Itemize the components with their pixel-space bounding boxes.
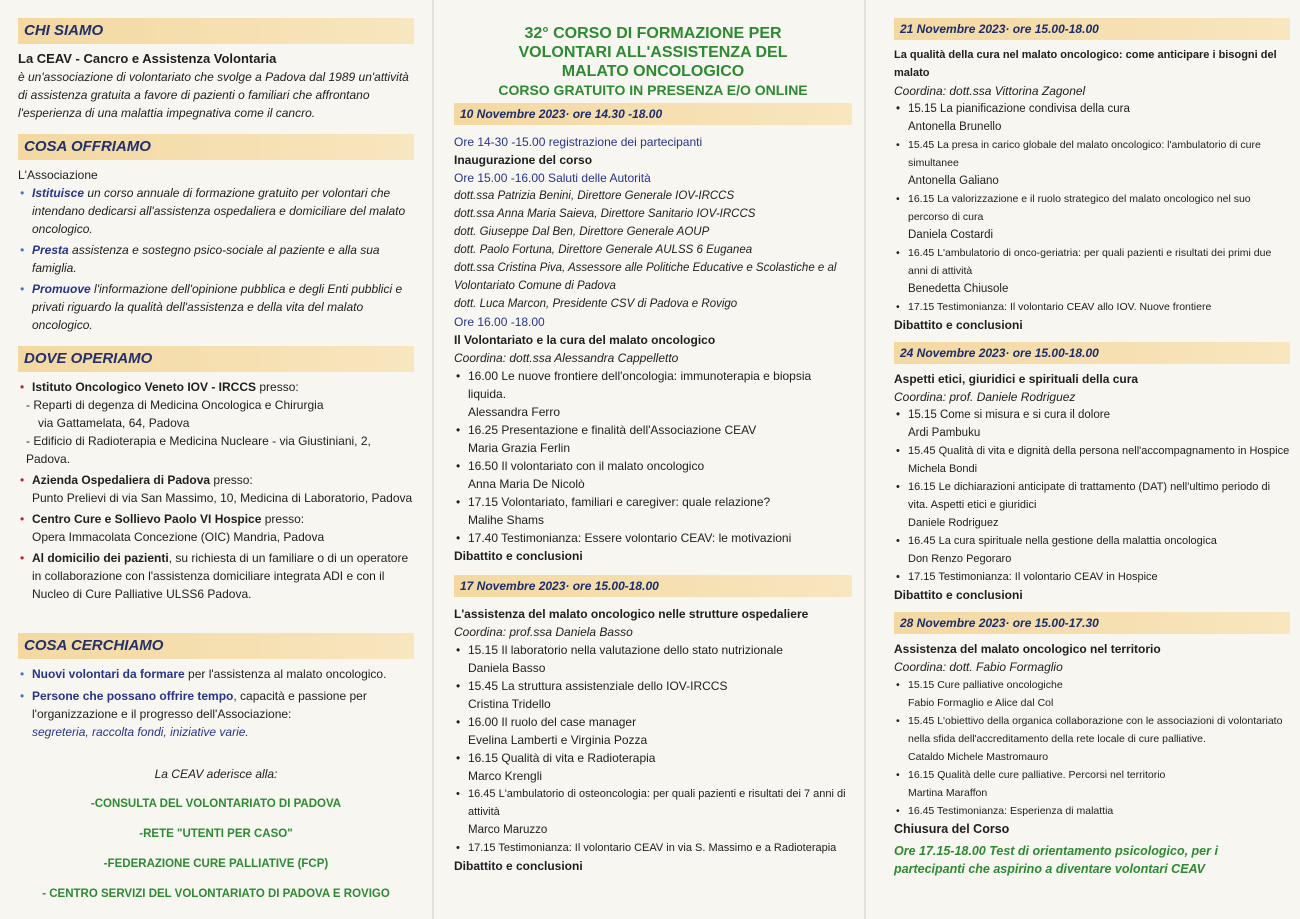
list-item: [18, 184, 414, 238]
adesione-item: -FEDERAZIONE CURE PALLIATIVE (FCP): [103, 858, 329, 870]
offer-lead: Presta: [32, 243, 69, 257]
location-name: Azienda Ospedaliera di Padova: [32, 473, 211, 487]
locations-list: [18, 378, 414, 603]
course-title: [454, 24, 852, 81]
list-item: [18, 378, 414, 468]
talk-item: [894, 442, 1290, 478]
adesioni-list: [18, 795, 414, 903]
offer-list: [18, 184, 414, 334]
talk-title: • 17.40 Testimonianza: Essere volontario CEAV: le motivazioni: [468, 531, 792, 545]
course-closing: Chiusura del Corso: [894, 822, 1010, 836]
session-coordinator: Coordina: dott.ssa Alessandra Cappelletto: [454, 351, 679, 365]
authority: dott.ssa Patrizia Benini, Direttore Generale IOV-IRCCS: [454, 190, 735, 202]
talk-title: • 16.50 Il volontariato con il malato oncologico: [468, 459, 705, 473]
talk-speaker: Martina Maraffon: [908, 787, 988, 799]
talks-list: [894, 406, 1290, 586]
talk-speaker: Daniele Rodriguez: [908, 517, 999, 529]
talk-title: • 16.15 Qualità di vita e Radioterapia: [468, 751, 656, 765]
ceav-title: La CEAV - Cancro e Assistenza Volontaria: [18, 51, 277, 66]
talk-title: • 16.00 Il ruolo del case manager: [468, 715, 637, 729]
talk-speaker: Ardi Pambuku: [908, 427, 981, 439]
talk-title: • 16.45 L'ambulatorio di osteoncologia: per quali pazienti e risultati dei 7 anni di attività: [468, 788, 846, 818]
list-item: [18, 280, 414, 334]
talk-title: • 17.15 Volontariato, familiari e caregiver: quale relazione?: [468, 495, 771, 509]
dove-operiamo-heading: DOVE OPERIAMO: [18, 346, 414, 372]
location-text: presso:: [261, 512, 305, 526]
talk-item: [454, 457, 852, 493]
talk-title: • 16.45 Testimonianza: Esperienza di malattia: [908, 805, 1114, 817]
talk-item: [894, 712, 1290, 766]
debate-label: Dibattito e conclusioni: [454, 859, 583, 873]
talk-speaker: Maria Grazia Ferlin: [468, 441, 571, 455]
chi-siamo-heading: CHI SIAMO: [18, 18, 414, 44]
list-item: [18, 241, 414, 277]
talks-list: [454, 367, 852, 547]
talk-speaker: Fabio Formaglio e Alice dal Col: [908, 697, 1054, 709]
location-text: presso:: [210, 473, 253, 487]
talks-list: [894, 100, 1290, 316]
authority: dott. Giuseppe Dal Ben, Direttore Generale AOUP: [454, 226, 710, 238]
debate-label: Dibattito e conclusioni: [894, 318, 1023, 332]
talk-speaker: Michela Bondi: [908, 463, 978, 475]
date-band: 17 Novembre 2023· ore 15.00-18.00: [454, 575, 852, 597]
session-title: La qualità della cura nel malato oncologico: come anticipare i bisogni del malato: [894, 49, 1277, 79]
offer-intro: L'Associazione: [18, 168, 98, 182]
authorities-list: [454, 187, 852, 313]
talk-title: • 16.15 Qualità delle cure palliative. Percorsi nel territorio: [908, 769, 1166, 781]
location-detail: - Reparti di degenza di Medicina Oncologica e Chirurgia: [26, 398, 324, 412]
panel-right: [872, 0, 1300, 919]
talk-speaker: Antonella Galiano: [908, 175, 999, 187]
cosa-cerchiamo-heading: COSA CERCHIAMO: [18, 633, 414, 659]
talk-item: [454, 493, 852, 529]
talk-speaker: Cristina Tridello: [468, 697, 551, 711]
talk-item: [454, 677, 852, 713]
search-lead: Persone che possano offrire tempo: [32, 689, 234, 703]
talk-speaker: Benedetta Chiusole: [908, 283, 1009, 295]
date-band: 10 Novembre 2023· ore 14.30 -18.00: [454, 103, 852, 125]
inauguration-title: Inaugurazione del corso: [454, 153, 593, 167]
talk-title: • 17.15 Testimonianza: Il volontario CEAV in Hospice: [908, 571, 1158, 583]
talk-item: [454, 641, 852, 677]
course-title-line: VOLONTARI ALL'ASSISTENZA DEL: [518, 44, 788, 61]
debate-label: Dibattito e conclusioni: [454, 549, 583, 563]
talk-title: • 15.45 La struttura assistenziale dello IOV-IRCCS: [468, 679, 728, 693]
list-item: [18, 549, 414, 603]
talk-title: • 15.45 L'obiettivo della organica collaborazione con le associazioni di volontariato nella sfida dell'accreditamento della rete locale di cure palliative.: [908, 715, 1283, 745]
search-text: per l'assistenza al malato oncologico.: [184, 667, 387, 681]
location-name: Al domicilio dei pazienti: [32, 551, 169, 565]
talk-speaker: Daniela Basso: [468, 661, 546, 675]
talks-list: [894, 676, 1290, 820]
talk-title: • 15.15 Cure palliative oncologiche: [908, 679, 1063, 691]
registration-time: Ore 14-30 -15.00 registrazione dei partecipanti: [454, 135, 703, 149]
talk-title: • 16.15 La valorizzazione e il ruolo strategico del malato oncologico nel suo percorso di cura: [908, 193, 1251, 223]
location-text: presso:: [256, 380, 299, 394]
location-detail: Punto Prelievi di via San Massimo, 10, Medicina di Laboratorio, Padova: [32, 491, 413, 505]
panel-left: [0, 0, 428, 919]
location-detail: Opera Immacolata Concezione (OIC) Mandria, Padova: [32, 530, 325, 544]
offer-lead: Istituisce: [32, 186, 85, 200]
talk-title: • 16.45 La cura spirituale nella gestione della malattia oncologica: [908, 535, 1217, 547]
date-band: 24 Novembre 2023· ore 15.00-18.00: [894, 342, 1290, 364]
debate-label: Dibattito e conclusioni: [894, 588, 1023, 602]
talk-speaker: Marco Maruzzo: [468, 824, 548, 836]
session-title: Assistenza del malato oncologico nel territorio: [894, 642, 1161, 656]
session-title: Il Volontariato e la cura del malato oncologico: [454, 333, 716, 347]
adesione-item: -CONSULTA DEL VOLONTARIATO DI PADOVA: [90, 798, 342, 810]
talk-item: [894, 244, 1290, 298]
talk-item: [894, 766, 1290, 802]
talk-speaker: Alessandra Ferro: [468, 405, 561, 419]
final-test-note: Ore 17.15-18.00 Test di orientamento psicologico, per i partecipanti che aspirino a diventare volontari CEAV: [894, 844, 1218, 876]
search-text: , capacità e passione per l'organizzazione e il progresso dell'Associazione:: [32, 689, 367, 721]
talk-title: • 15.15 La pianificazione condivisa della cura: [908, 103, 1130, 115]
talk-title: • 15.45 La presa in carico globale del malato oncologico: l'ambulatorio di cure simultanee: [908, 139, 1261, 169]
talks-list: [454, 641, 852, 857]
panel-center: [440, 0, 858, 919]
search-list: [18, 665, 414, 741]
talk-item: [894, 676, 1290, 712]
cosa-offriamo-heading: COSA OFFRIAMO: [18, 134, 414, 160]
adesione-item: -RETE "UTENTI PER CASO": [139, 828, 293, 840]
talk-speaker: Cataldo Michele Mastromauro: [908, 751, 1049, 763]
session-coordinator: Coordina: prof. Daniele Rodriguez: [894, 390, 1076, 404]
talk-item: [454, 785, 852, 839]
talk-speaker: Antonella Brunello: [908, 121, 1002, 133]
list-item: [18, 687, 414, 741]
talk-item: [894, 406, 1290, 442]
talk-speaker: Evelina Lamberti e Virginia Pozza: [468, 733, 648, 747]
talk-title: • 16.45 L'ambulatorio di onco-geriatria: per quali pazienti e risultati dei primi due anni di attività: [908, 247, 1272, 277]
offer-lead: Promuove: [32, 282, 91, 296]
date-band: 21 Novembre 2023· ore 15.00-18.00: [894, 18, 1290, 40]
authority: dott. Luca Marcon, Presidente CSV di Padova e Rovigo: [454, 298, 738, 310]
date-band: 28 Novembre 2023· ore 15.00-17.30: [894, 612, 1290, 634]
authority: dott. Paolo Fortuna, Direttore Generale AULSS 6 Euganea: [454, 244, 753, 256]
adesione-item: - CENTRO SERVIZI DEL VOLONTARIATO DI PADOVA E ROVIGO: [42, 888, 390, 900]
location-text: , su richiesta di un familiare o di un operatore in collaborazione con l'assistenza domiciliare integrata ADI e con il Nucleo di Cure Palliative ULSS6 Padova.: [32, 551, 409, 601]
talk-item: [894, 532, 1290, 568]
list-item: [18, 471, 414, 507]
list-item: [18, 510, 414, 546]
talk-title: • 17.15 Testimonianza: Il volontario CEAV in via S. Massimo e a Radioterapia: [468, 842, 837, 854]
search-extra: segreteria, raccolta fondi, iniziative varie.: [32, 725, 249, 739]
course-subtitle: CORSO GRATUITO IN PRESENZA E/O ONLINE: [498, 82, 808, 98]
authority: dott.ssa Cristina Piva, Assessore alle Politiche Educative e Scolastiche e al: [454, 262, 837, 274]
talk-title: • 15.15 Come si misura e si cura il dolore: [908, 409, 1110, 421]
talk-title: • 16.25 Presentazione e finalità dell'Associazione CEAV: [468, 423, 757, 437]
location-name: Istituto Oncologico Veneto IOV - IRCCS: [32, 380, 257, 394]
authority: Volontariato Comune di Padova: [454, 280, 616, 292]
talk-item: [454, 839, 852, 857]
talk-item: [454, 421, 852, 457]
talk-title: • 15.15 Il laboratorio nella valutazione dello stato nutrizionale: [468, 643, 783, 657]
course-title-line: MALATO ONCOLOGICO: [561, 63, 745, 80]
talk-title: • 17.15 Testimonianza: Il volontario CEAV allo IOV. Nuove frontiere: [908, 301, 1212, 313]
session-title: L'assistenza del malato oncologico nelle strutture ospedaliere: [454, 607, 809, 621]
session-title: Aspetti etici, giuridici e spirituali della cura: [894, 372, 1139, 386]
talk-title: • 16.00 Le nuove frontiere dell'oncologia: immunoterapia e biopsia liquida.: [468, 369, 812, 401]
talk-item: [454, 367, 852, 421]
greetings-time: Ore 15.00 -16.00 Saluti delle Autorità: [454, 171, 651, 185]
talk-item: [894, 478, 1290, 532]
talk-item: [894, 100, 1290, 136]
talk-title: • 16.15 Le dichiarazioni anticipate di trattamento (DAT) nell'ultimo periodo di vita. Aspetti etici e giuridici: [908, 481, 1271, 511]
offer-text: un corso annuale di formazione gratuito per volontari che intendano dedicarsi all'assistenza ospedaliera e domiciliare del malato oncologico.: [32, 186, 406, 236]
adesioni-intro: La CEAV aderisce alla:: [154, 767, 278, 781]
session-coordinator: Coordina: dott. Fabio Formaglio: [894, 660, 1063, 674]
session-coordinator: Coordina: dott.ssa Vittorina Zagonel: [894, 84, 1086, 98]
offer-text: l'informazione dell'opinione pubblica e degli Enti pubblici e privati riguardo la qualità dell'assistenza e della vita del malato oncologico.: [32, 282, 403, 332]
location-detail: via Gattamelata, 64, Padova: [38, 416, 190, 430]
talk-title: • 15.45 Qualità di vita e dignità della persona nell'accompagnamento in Hospice: [908, 445, 1290, 457]
talk-speaker: Anna Maria De Nicolò: [468, 477, 585, 491]
talk-item: [454, 713, 852, 749]
talk-speaker: Daniela Costardi: [908, 229, 994, 241]
offer-text: assistenza e sostegno psico-sociale al paziente e alla sua famiglia.: [32, 243, 380, 275]
talk-item: [454, 749, 852, 785]
talk-item: [894, 568, 1290, 586]
talk-item: [894, 298, 1290, 316]
ceav-description: è un'associazione di volontariato che svolge a Padova dal 1989 un'attività di assistenza gratuita a favore di pazienti o familiari che affrontano l'esperienza di una malattia impegnativa come il cancro.: [18, 70, 409, 120]
talk-item: [894, 136, 1290, 190]
course-title-line: 32° CORSO DI FORMAZIONE PER: [524, 25, 782, 42]
talk-item: [894, 190, 1290, 244]
location-name: Centro Cure e Sollievo Paolo VI Hospice: [32, 512, 262, 526]
session-coordinator: Coordina: prof.ssa Daniela Basso: [454, 625, 633, 639]
talk-speaker: Don Renzo Pegoraro: [908, 553, 1012, 565]
location-detail: - Edificio di Radioterapia e Medicina Nucleare - via Giustiniani, 2, Padova.: [26, 434, 371, 466]
talk-speaker: Marco Krengli: [468, 769, 543, 783]
talk-speaker: Malihe Shams: [468, 513, 545, 527]
session-time: Ore 16.00 -18.00: [454, 315, 545, 329]
list-item: [18, 665, 414, 683]
talk-item: [454, 529, 852, 547]
authority: dott.ssa Anna Maria Saieva, Direttore Sanitario IOV-IRCCS: [454, 208, 756, 220]
talk-item: [894, 802, 1290, 820]
search-lead: Nuovi volontari da formare: [32, 667, 185, 681]
